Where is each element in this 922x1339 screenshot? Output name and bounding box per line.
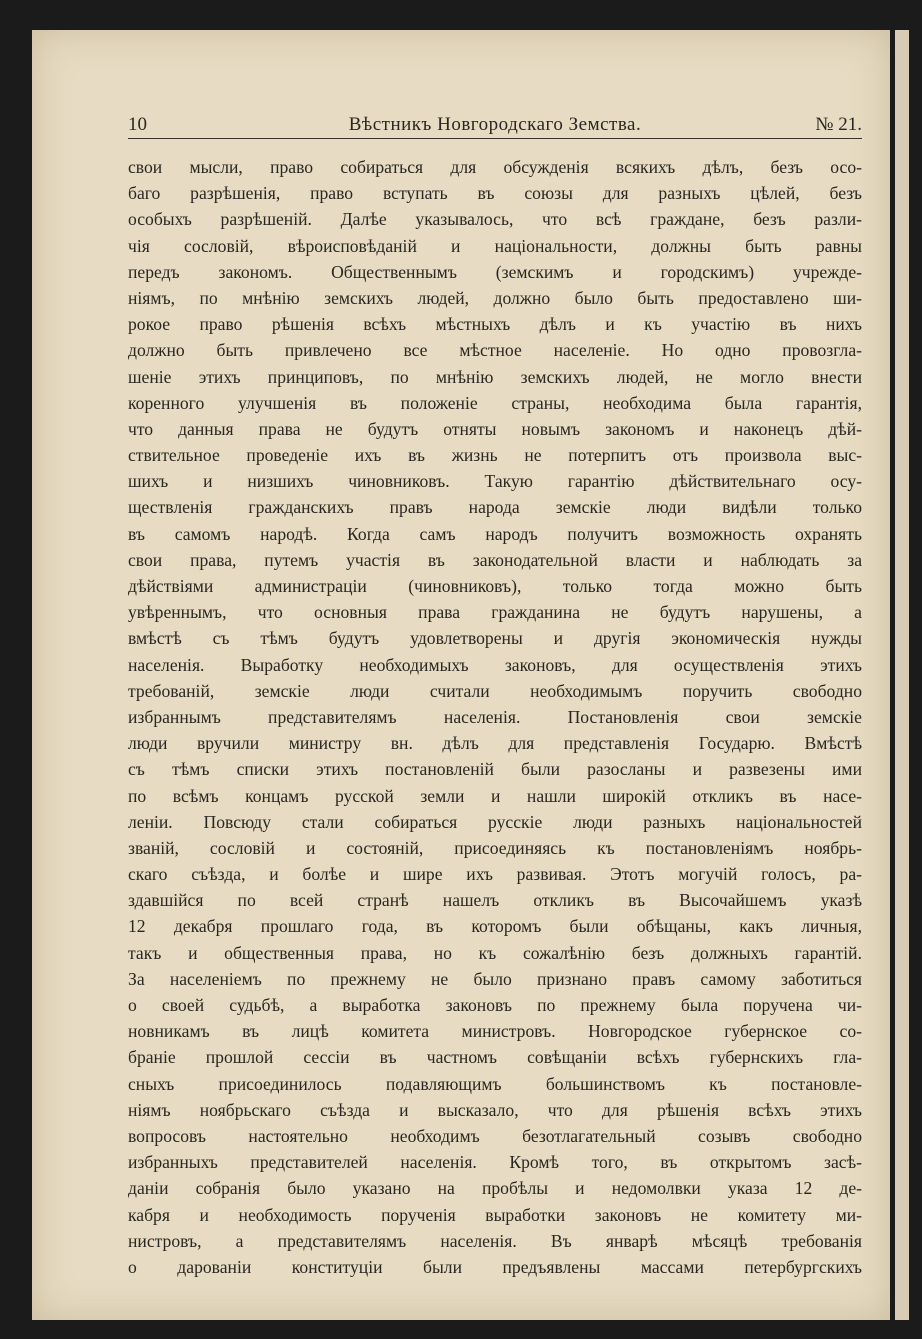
- text-line: шихъ и низшихъ чиновниковъ. Такую гарантію дѣйствительнаго осу-: [128, 471, 862, 492]
- text-line: вопросовъ настоятельно необходимъ безотлагательный созывъ свободно: [128, 1125, 862, 1146]
- text-line: такъ и общественныя права, но къ сожалѣнію безъ должныхъ гарантій.: [128, 942, 862, 963]
- text-line: новникамъ въ лицѣ комитета министровъ. Новгородское губернское со-: [128, 1021, 862, 1042]
- text-line: вмѣстѣ съ тѣмъ будутъ удовлетворены и другія экономическія нужды: [128, 628, 862, 649]
- text-line: званій, сословій и состояній, присоединяясь къ постановленіямъ ноябрь-: [128, 837, 862, 858]
- text-line: даніи собранія было указано на пробѣлы и недомолвки указа 12 де-: [128, 1178, 862, 1199]
- text-line: ніямъ ноябрьскаго съѣзда и высказало, что для рѣшенія всѣхъ этихъ: [128, 1099, 862, 1120]
- text-line: чія сословій, вѣроисповѣданій и національности, должны быть равны: [128, 235, 862, 256]
- running-header: [128, 112, 862, 138]
- text-line: должно быть привлечено все мѣстное населеніе. Но одно провозгла-: [128, 340, 862, 361]
- text-line: избраннымъ представителямъ населенія. Постановленія свои земскіе: [128, 706, 862, 727]
- text-line: сныхъ присоединилось подавляющимъ большинствомъ къ постановле-: [128, 1073, 862, 1094]
- text-line: дѣйствіями администраціи (чиновниковъ), только тогда можно быть: [128, 576, 862, 596]
- text-line: люди вручили министру вн. дѣлъ для представленія Государю. Вмѣстѣ: [128, 733, 862, 754]
- text-line: ніямъ, по мнѣнію земскихъ людей, должно было быть предоставлено ши-: [128, 287, 862, 308]
- text-line: свои мысли, право собираться для обсужденія всякихъ дѣлъ, безъ осо-: [128, 157, 862, 177]
- header-rule: [128, 138, 862, 139]
- text-line: передъ закономъ. Общественнымъ (земскимъ и городскимъ) учрежде-: [128, 261, 862, 282]
- text-line: браніе прошлой сессіи въ частномъ совѣщаніи всѣхъ губернскихъ гла-: [128, 1047, 862, 1068]
- journal-title: Вѣстникъ Новгородскаго Земства.: [348, 114, 642, 135]
- text-line: населенія. Выработку необходимыхъ законовъ, для осуществленія этихъ: [128, 654, 862, 675]
- text-line: скаго съѣзда, и болѣе и шире ихъ развивая. Этотъ могучій голосъ, ра-: [128, 864, 862, 885]
- text-line: здавшійся по всей странѣ нашелъ откликъ въ Высочайшемъ указѣ: [128, 890, 862, 911]
- page-edge: [895, 30, 909, 1320]
- text-line: ществленія гражданскихъ правъ народа земскіе люди видѣли только: [128, 497, 862, 518]
- text-line: въ самомъ народѣ. Когда самъ народъ получитъ возможность охранять: [128, 523, 862, 544]
- text-line: кабря и необходимость порученія выработки законовъ не комитету ми-: [128, 1204, 862, 1225]
- text-line: свои права, путемъ участія въ законодательной власти и наблюдать за: [128, 549, 862, 570]
- issue-number: № 21.: [815, 114, 862, 135]
- text-line: увѣреннымъ, что основныя права гражданина не будутъ нарушены, а: [128, 602, 862, 623]
- text-line: что данныя права не будутъ отняты новымъ закономъ и наконецъ дѣй-: [128, 418, 862, 439]
- text-line: нистровъ, а представителямъ населенія. Въ январѣ мѣсяцѣ требованія: [128, 1230, 862, 1251]
- text-line: требованій, земскіе люди считали необходимымъ поручить свободно: [128, 680, 862, 701]
- text-line: 12 декабря прошлаго года, въ которомъ были обѣщаны, какъ личныя,: [128, 916, 862, 937]
- text-line: о своей судьбѣ, а выработка законовъ по прежнему была поручена чи-: [128, 995, 862, 1015]
- text-line: За населеніемъ по прежнему не было признано правъ самому заботиться: [128, 968, 862, 989]
- text-line: шеніе этихъ принциповъ, по мнѣнію земскихъ людей, не могло внести: [128, 366, 862, 387]
- body-text: [128, 154, 862, 1280]
- text-line: рокое право рѣшенія всѣхъ мѣстныхъ дѣлъ и къ участію въ нихъ: [128, 314, 862, 335]
- text-line: коренного улучшенія въ положеніе страны, необходима была гарантія,: [128, 392, 862, 413]
- text-line: ствительное проведеніе ихъ въ жизнь не потерпитъ отъ произвола выс-: [128, 445, 862, 466]
- text-line: съ тѣмъ списки этихъ постановленій были разосланы и развезены ими: [128, 759, 862, 780]
- text-line: леніи. Повсюду стали собираться русскіе люди разныхъ національностей: [128, 811, 862, 832]
- text-line: избранныхъ представителей населенія. Кромѣ того, въ открытомъ засѣ-: [128, 1152, 862, 1173]
- text-line: особыхъ разрѣшеній. Далѣе указывалось, что всѣ граждане, безъ разли-: [128, 209, 862, 230]
- page-number: 10: [128, 114, 147, 135]
- text-line: по всѣмъ концамъ русской земли и нашли широкій откликъ въ насе-: [128, 785, 862, 806]
- text-line: баго разрѣшенія, право вступать въ союзы для разныхъ цѣлей, безъ: [128, 183, 862, 204]
- text-line: о дарованіи конституціи были предъявлены массами петербургскихъ: [128, 1256, 862, 1277]
